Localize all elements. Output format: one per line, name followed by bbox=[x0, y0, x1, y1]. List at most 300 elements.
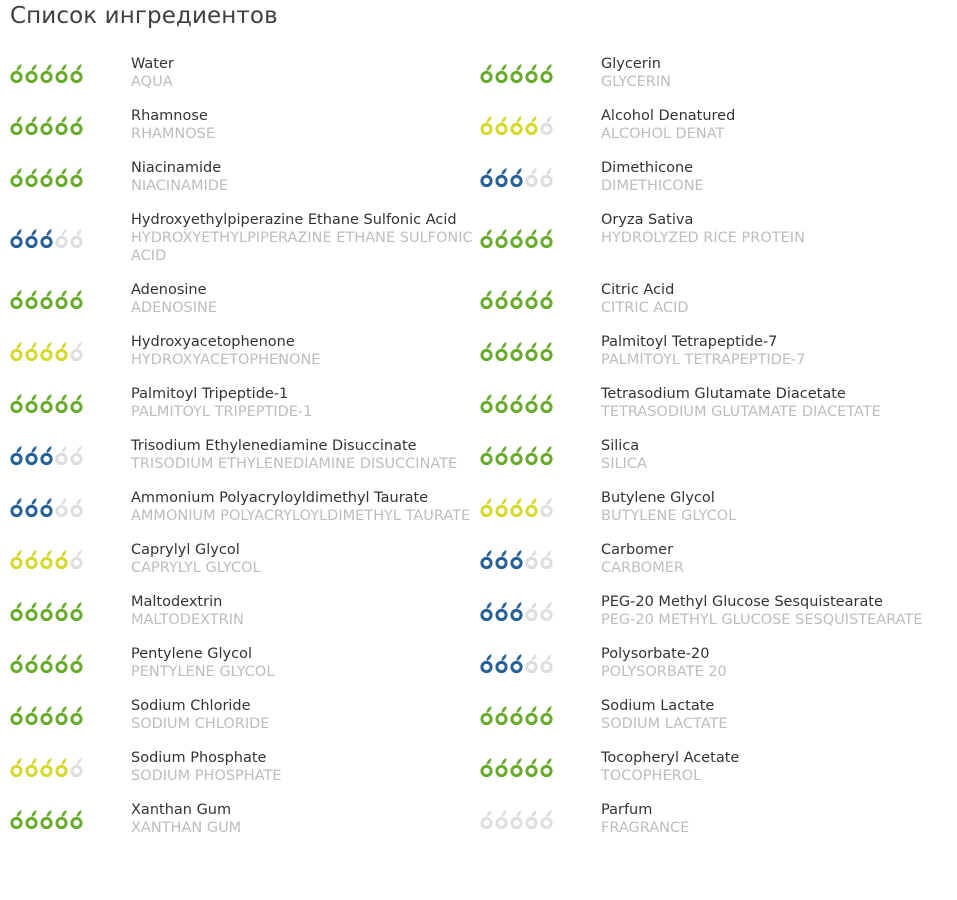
ingredient-inci-name: HYDROLYZED RICE PROTEIN bbox=[601, 230, 805, 246]
ingredient-name[interactable]: Glycerin bbox=[601, 56, 661, 72]
ingredient-inci-name: MALTODEXTRIN bbox=[131, 612, 244, 628]
ingredient-info bbox=[131, 385, 480, 421]
ingredient-info bbox=[601, 281, 950, 317]
ingredient-info bbox=[131, 211, 480, 265]
drop-icon bbox=[12, 498, 22, 516]
drop-icon bbox=[542, 168, 552, 186]
ingredient-name[interactable]: Water bbox=[131, 56, 174, 72]
ingredient-rating bbox=[10, 333, 131, 369]
safety-rating-drops-icon bbox=[10, 62, 86, 84]
ingredient-inci-name: PEG-20 METHYL GLUCOSE SESQUISTEARATE bbox=[601, 612, 923, 628]
ingredient-inci-name: TOCOPHEROL bbox=[601, 768, 702, 784]
drop-icon bbox=[72, 654, 82, 672]
drop-icon bbox=[12, 706, 22, 724]
ingredient-name[interactable]: Tocopheryl Acetate bbox=[601, 750, 740, 766]
drop-icon bbox=[512, 342, 522, 360]
ingredient-rating bbox=[480, 385, 601, 421]
page-title: Список ингредиентов bbox=[10, 3, 278, 29]
drop-icon bbox=[57, 498, 67, 516]
ingredient-item[interactable] bbox=[10, 55, 480, 91]
ingredient-item[interactable] bbox=[10, 281, 480, 317]
drop-icon bbox=[27, 116, 37, 134]
ingredient-item[interactable] bbox=[480, 211, 950, 265]
safety-rating-drops-icon bbox=[10, 652, 86, 674]
ingredient-info bbox=[601, 645, 950, 681]
ingredient-rating bbox=[480, 593, 601, 629]
ingredient-rating bbox=[10, 697, 131, 733]
drop-icon bbox=[527, 810, 537, 828]
drop-icon bbox=[57, 168, 67, 186]
safety-rating-drops-icon bbox=[480, 756, 556, 778]
drop-icon bbox=[512, 758, 522, 776]
drop-icon bbox=[42, 498, 52, 516]
ingredient-inci-name: ALCOHOL DENAT bbox=[601, 126, 725, 142]
ingredient-item[interactable] bbox=[10, 645, 480, 681]
safety-rating-drops-icon bbox=[480, 548, 556, 570]
drop-icon bbox=[497, 446, 507, 464]
drop-icon bbox=[482, 758, 492, 776]
drop-icon bbox=[482, 116, 492, 134]
ingredient-info bbox=[601, 749, 950, 785]
ingredient-name[interactable]: Sodium Lactate bbox=[601, 698, 715, 714]
ingredient-rating bbox=[480, 541, 601, 577]
drop-icon bbox=[27, 706, 37, 724]
ingredient-name[interactable]: PEG-20 Methyl Glucose Sesquistearate bbox=[601, 594, 883, 610]
ingredient-rating bbox=[480, 697, 601, 733]
ingredient-name[interactable]: Silica bbox=[601, 438, 640, 454]
drop-icon bbox=[542, 446, 552, 464]
ingredient-item[interactable] bbox=[480, 489, 950, 525]
drop-icon bbox=[527, 168, 537, 186]
drop-icon bbox=[72, 229, 82, 247]
drop-icon bbox=[12, 290, 22, 308]
drop-icon bbox=[512, 498, 522, 516]
drop-icon bbox=[512, 229, 522, 247]
drop-icon bbox=[527, 550, 537, 568]
drop-icon bbox=[512, 64, 522, 82]
drop-icon bbox=[12, 342, 22, 360]
drop-icon bbox=[482, 810, 492, 828]
safety-rating-drops-icon bbox=[480, 704, 556, 726]
safety-rating-drops-icon bbox=[480, 62, 556, 84]
ingredient-info bbox=[601, 593, 950, 629]
ingredient-name[interactable]: Tetrasodium Glutamate Diacetate bbox=[601, 386, 846, 402]
ingredient-item[interactable] bbox=[480, 645, 950, 681]
drop-icon bbox=[42, 229, 52, 247]
drop-icon bbox=[512, 446, 522, 464]
ingredient-item[interactable] bbox=[10, 489, 480, 525]
ingredient-name[interactable]: Hydroxyacetophenone bbox=[131, 334, 295, 350]
drop-icon bbox=[497, 758, 507, 776]
drop-icon bbox=[497, 550, 507, 568]
ingredient-rating bbox=[480, 281, 601, 317]
ingredient-name[interactable]: Maltodextrin bbox=[131, 594, 223, 610]
drop-icon bbox=[27, 810, 37, 828]
drop-icon bbox=[57, 654, 67, 672]
ingredient-item[interactable] bbox=[10, 159, 480, 195]
ingredient-inci-name: BUTYLENE GLYCOL bbox=[601, 508, 737, 524]
drop-icon bbox=[12, 64, 22, 82]
safety-rating-drops-icon bbox=[10, 756, 86, 778]
ingredient-name[interactable]: Xanthan Gum bbox=[131, 802, 232, 818]
ingredient-name[interactable]: Polysorbate-20 bbox=[601, 646, 710, 662]
ingredient-info bbox=[131, 333, 480, 369]
ingredient-rating bbox=[10, 645, 131, 681]
safety-rating-drops-icon bbox=[480, 227, 556, 249]
drop-icon bbox=[42, 116, 52, 134]
drop-icon bbox=[57, 394, 67, 412]
ingredient-info bbox=[601, 333, 950, 369]
drop-icon bbox=[497, 498, 507, 516]
ingredient-name[interactable]: Oryza Sativa bbox=[601, 212, 694, 228]
ingredient-name[interactable]: Palmitoyl Tetrapeptide-7 bbox=[601, 334, 778, 350]
ingredient-info bbox=[131, 437, 480, 473]
ingredient-item[interactable] bbox=[10, 749, 480, 785]
ingredient-inci-name: SODIUM CHLORIDE bbox=[131, 716, 270, 732]
drop-icon bbox=[542, 229, 552, 247]
drop-icon bbox=[72, 550, 82, 568]
ingredient-item[interactable] bbox=[10, 801, 480, 837]
drop-icon bbox=[72, 602, 82, 620]
drop-icon bbox=[42, 290, 52, 308]
drop-icon bbox=[27, 394, 37, 412]
ingredient-inci-name: AQUA bbox=[131, 74, 173, 90]
ingredient-rating bbox=[480, 489, 601, 525]
ingredient-inci-name: SODIUM PHOSPHATE bbox=[131, 768, 282, 784]
drop-icon bbox=[72, 706, 82, 724]
drop-icon bbox=[57, 342, 67, 360]
ingredient-info bbox=[601, 55, 950, 91]
drop-icon bbox=[57, 446, 67, 464]
ingredient-info bbox=[131, 541, 480, 577]
drop-icon bbox=[42, 550, 52, 568]
ingredient-inci-name: SODIUM LACTATE bbox=[601, 716, 728, 732]
ingredient-item[interactable] bbox=[480, 749, 950, 785]
ingredient-info bbox=[601, 211, 950, 247]
safety-rating-drops-icon bbox=[10, 114, 86, 136]
ingredient-info bbox=[131, 645, 480, 681]
drop-icon bbox=[497, 64, 507, 82]
ingredient-name[interactable]: Carbomer bbox=[601, 542, 674, 558]
ingredient-name[interactable]: Niacinamide bbox=[131, 160, 222, 176]
ingredient-name[interactable]: Hydroxyethylpiperazine Ethane Sulfonic Acid bbox=[131, 212, 457, 228]
safety-rating-drops-icon bbox=[10, 704, 86, 726]
ingredient-rating bbox=[10, 749, 131, 785]
drop-icon bbox=[497, 116, 507, 134]
drop-icon bbox=[497, 394, 507, 412]
drop-icon bbox=[57, 550, 67, 568]
drop-icon bbox=[27, 64, 37, 82]
ingredient-name[interactable]: Trisodium Ethylenediamine Disuccinate bbox=[131, 438, 417, 454]
drop-icon bbox=[72, 168, 82, 186]
drop-icon bbox=[72, 758, 82, 776]
ingredient-name[interactable]: Ammonium Polyacryloyldimethyl Taurate bbox=[131, 490, 429, 506]
ingredient-inci-name: TRISODIUM ETHYLENEDIAMINE DISUCCINATE bbox=[131, 456, 458, 472]
ingredient-name[interactable]: Sodium Chloride bbox=[131, 698, 251, 714]
ingredient-inci-name: PALMITOYL TRIPEPTIDE-1 bbox=[131, 404, 313, 420]
ingredient-name[interactable]: Butylene Glycol bbox=[601, 490, 715, 506]
safety-rating-drops-icon bbox=[480, 808, 556, 830]
drop-icon bbox=[512, 602, 522, 620]
drop-icon bbox=[527, 290, 537, 308]
drop-icon bbox=[27, 498, 37, 516]
drop-icon bbox=[542, 758, 552, 776]
ingredient-rating bbox=[10, 107, 131, 143]
safety-rating-drops-icon bbox=[10, 340, 86, 362]
safety-rating-drops-icon bbox=[10, 496, 86, 518]
drop-icon bbox=[527, 394, 537, 412]
drop-icon bbox=[72, 290, 82, 308]
ingredient-info bbox=[131, 489, 480, 525]
drop-icon bbox=[497, 654, 507, 672]
ingredient-rating bbox=[10, 55, 131, 91]
drop-icon bbox=[527, 229, 537, 247]
ingredient-name[interactable]: Rhamnose bbox=[131, 108, 208, 124]
drop-icon bbox=[527, 602, 537, 620]
ingredient-name[interactable]: Caprylyl Glycol bbox=[131, 542, 240, 558]
ingredient-item[interactable] bbox=[10, 107, 480, 143]
ingredient-item[interactable] bbox=[10, 697, 480, 733]
ingredient-item[interactable] bbox=[480, 541, 950, 577]
drop-icon bbox=[512, 550, 522, 568]
drop-icon bbox=[72, 64, 82, 82]
ingredient-item[interactable] bbox=[10, 541, 480, 577]
ingredient-info bbox=[131, 55, 480, 91]
ingredient-info bbox=[601, 107, 950, 143]
drop-icon bbox=[482, 446, 492, 464]
drop-icon bbox=[57, 290, 67, 308]
drop-icon bbox=[57, 64, 67, 82]
drop-icon bbox=[542, 498, 552, 516]
ingredient-name[interactable]: Parfum bbox=[601, 802, 653, 818]
ingredient-rating bbox=[480, 55, 601, 91]
drop-icon bbox=[482, 229, 492, 247]
ingredient-info bbox=[131, 281, 480, 317]
drop-icon bbox=[27, 229, 37, 247]
ingredient-rating bbox=[10, 159, 131, 195]
ingredient-inci-name: CITRIC ACID bbox=[601, 300, 689, 316]
drop-icon bbox=[482, 498, 492, 516]
drop-icon bbox=[497, 229, 507, 247]
drop-icon bbox=[27, 446, 37, 464]
ingredient-info bbox=[131, 801, 480, 837]
drop-icon bbox=[12, 394, 22, 412]
drop-icon bbox=[27, 602, 37, 620]
ingredient-name[interactable]: Adenosine bbox=[131, 282, 207, 298]
drop-icon bbox=[42, 758, 52, 776]
drop-icon bbox=[482, 706, 492, 724]
drop-icon bbox=[12, 810, 22, 828]
ingredient-rating bbox=[480, 159, 601, 195]
drop-icon bbox=[27, 550, 37, 568]
ingredient-rating bbox=[480, 645, 601, 681]
drop-icon bbox=[42, 394, 52, 412]
ingredient-item[interactable] bbox=[10, 593, 480, 629]
drop-icon bbox=[42, 602, 52, 620]
ingredient-info bbox=[601, 385, 950, 421]
drop-icon bbox=[542, 550, 552, 568]
ingredient-name[interactable]: Dimethicone bbox=[601, 160, 694, 176]
drop-icon bbox=[512, 654, 522, 672]
drop-icon bbox=[482, 602, 492, 620]
safety-rating-drops-icon bbox=[10, 808, 86, 830]
drop-icon bbox=[512, 394, 522, 412]
ingredient-inci-name: TETRASODIUM GLUTAMATE DIACETATE bbox=[601, 404, 881, 420]
ingredient-inci-name: CARBOMER bbox=[601, 560, 684, 576]
ingredient-inci-name: DIMETHICONE bbox=[601, 178, 704, 194]
safety-rating-drops-icon bbox=[10, 288, 86, 310]
drop-icon bbox=[542, 602, 552, 620]
safety-rating-drops-icon bbox=[480, 340, 556, 362]
safety-rating-drops-icon bbox=[10, 166, 86, 188]
drop-icon bbox=[42, 64, 52, 82]
ingredients-columns bbox=[10, 55, 957, 853]
ingredient-name[interactable]: Sodium Phosphate bbox=[131, 750, 267, 766]
ingredient-item[interactable] bbox=[10, 437, 480, 473]
drop-icon bbox=[27, 342, 37, 360]
safety-rating-drops-icon bbox=[480, 496, 556, 518]
drop-icon bbox=[542, 810, 552, 828]
drop-icon bbox=[527, 758, 537, 776]
drop-icon bbox=[42, 342, 52, 360]
ingredient-info bbox=[601, 541, 950, 577]
ingredient-item[interactable] bbox=[10, 385, 480, 421]
ingredient-rating bbox=[10, 211, 131, 265]
ingredient-rating bbox=[480, 749, 601, 785]
drop-icon bbox=[12, 550, 22, 568]
drop-icon bbox=[42, 446, 52, 464]
drop-icon bbox=[57, 116, 67, 134]
ingredient-rating bbox=[10, 593, 131, 629]
ingredient-item[interactable] bbox=[480, 107, 950, 143]
drop-icon bbox=[542, 706, 552, 724]
safety-rating-drops-icon bbox=[10, 392, 86, 414]
ingredient-info bbox=[601, 159, 950, 195]
safety-rating-drops-icon bbox=[480, 392, 556, 414]
safety-rating-drops-icon bbox=[480, 444, 556, 466]
ingredient-item[interactable] bbox=[480, 437, 950, 473]
drop-icon bbox=[57, 810, 67, 828]
drop-icon bbox=[482, 394, 492, 412]
safety-rating-drops-icon bbox=[480, 600, 556, 622]
drop-icon bbox=[497, 706, 507, 724]
drop-icon bbox=[482, 168, 492, 186]
drop-icon bbox=[12, 446, 22, 464]
drop-icon bbox=[72, 446, 82, 464]
ingredient-info bbox=[601, 489, 950, 525]
ingredient-item[interactable] bbox=[480, 593, 950, 629]
ingredient-info bbox=[601, 801, 950, 837]
safety-rating-drops-icon bbox=[480, 288, 556, 310]
ingredient-inci-name: ADENOSINE bbox=[131, 300, 217, 316]
safety-rating-drops-icon bbox=[480, 652, 556, 674]
ingredient-item[interactable] bbox=[10, 211, 480, 265]
ingredient-rating bbox=[10, 385, 131, 421]
ingredient-inci-name: AMMONIUM POLYACRYLOYLDIMETHYL TAURATE bbox=[131, 508, 471, 524]
ingredient-name[interactable]: Pentylene Glycol bbox=[131, 646, 252, 662]
ingredient-info bbox=[131, 159, 480, 195]
drop-icon bbox=[12, 116, 22, 134]
drop-icon bbox=[542, 64, 552, 82]
ingredient-name[interactable]: Alcohol Denatured bbox=[601, 108, 736, 124]
drop-icon bbox=[57, 758, 67, 776]
drop-icon bbox=[497, 342, 507, 360]
drop-icon bbox=[527, 342, 537, 360]
drop-icon bbox=[12, 168, 22, 186]
safety-rating-drops-icon bbox=[480, 166, 556, 188]
ingredient-item[interactable] bbox=[480, 801, 950, 837]
drop-icon bbox=[72, 116, 82, 134]
drop-icon bbox=[12, 229, 22, 247]
ingredient-rating bbox=[480, 437, 601, 473]
drop-icon bbox=[512, 290, 522, 308]
drop-icon bbox=[72, 342, 82, 360]
drop-icon bbox=[27, 168, 37, 186]
ingredient-item[interactable] bbox=[10, 333, 480, 369]
drop-icon bbox=[27, 290, 37, 308]
safety-rating-drops-icon bbox=[10, 227, 86, 249]
ingredient-inci-name: SILICA bbox=[601, 456, 647, 472]
ingredient-rating bbox=[480, 211, 601, 265]
drop-icon bbox=[542, 394, 552, 412]
drop-icon bbox=[12, 758, 22, 776]
drop-icon bbox=[497, 168, 507, 186]
drop-icon bbox=[27, 654, 37, 672]
ingredient-inci-name: RHAMNOSE bbox=[131, 126, 216, 142]
drop-icon bbox=[12, 602, 22, 620]
drop-icon bbox=[527, 446, 537, 464]
ingredient-inci-name: HYDROXYETHYLPIPERAZINE ETHANE SULFONIC ACID bbox=[131, 230, 473, 264]
ingredient-inci-name: XANTHAN GUM bbox=[131, 820, 242, 836]
ingredient-inci-name: HYDROXYACETOPHENONE bbox=[131, 352, 321, 368]
drop-icon bbox=[72, 394, 82, 412]
ingredient-inci-name: NIACINAMIDE bbox=[131, 178, 229, 194]
ingredient-rating bbox=[10, 541, 131, 577]
ingredient-item[interactable] bbox=[480, 697, 950, 733]
drop-icon bbox=[542, 342, 552, 360]
drop-icon bbox=[72, 810, 82, 828]
safety-rating-drops-icon bbox=[10, 600, 86, 622]
ingredient-inci-name: PENTYLENE GLYCOL bbox=[131, 664, 275, 680]
drop-icon bbox=[497, 602, 507, 620]
ingredient-name[interactable]: Citric Acid bbox=[601, 282, 675, 298]
ingredient-item[interactable] bbox=[480, 55, 950, 91]
ingredient-rating bbox=[480, 107, 601, 143]
drop-icon bbox=[57, 706, 67, 724]
ingredient-name[interactable]: Palmitoyl Tripeptide-1 bbox=[131, 386, 289, 402]
drop-icon bbox=[27, 758, 37, 776]
drop-icon bbox=[497, 810, 507, 828]
drop-icon bbox=[42, 654, 52, 672]
ingredient-rating bbox=[480, 801, 601, 837]
drop-icon bbox=[527, 116, 537, 134]
drop-icon bbox=[42, 706, 52, 724]
ingredient-item[interactable] bbox=[480, 333, 950, 369]
drop-icon bbox=[512, 706, 522, 724]
ingredient-rating bbox=[10, 437, 131, 473]
ingredient-info bbox=[131, 593, 480, 629]
ingredient-inci-name: CAPRYLYL GLYCOL bbox=[131, 560, 261, 576]
drop-icon bbox=[482, 654, 492, 672]
ingredient-rating bbox=[10, 489, 131, 525]
ingredient-item[interactable] bbox=[480, 159, 950, 195]
ingredient-inci-name: GLYCERIN bbox=[601, 74, 671, 90]
drop-icon bbox=[42, 168, 52, 186]
ingredient-item[interactable] bbox=[480, 385, 950, 421]
drop-icon bbox=[542, 654, 552, 672]
ingredient-item[interactable] bbox=[480, 281, 950, 317]
drop-icon bbox=[512, 168, 522, 186]
